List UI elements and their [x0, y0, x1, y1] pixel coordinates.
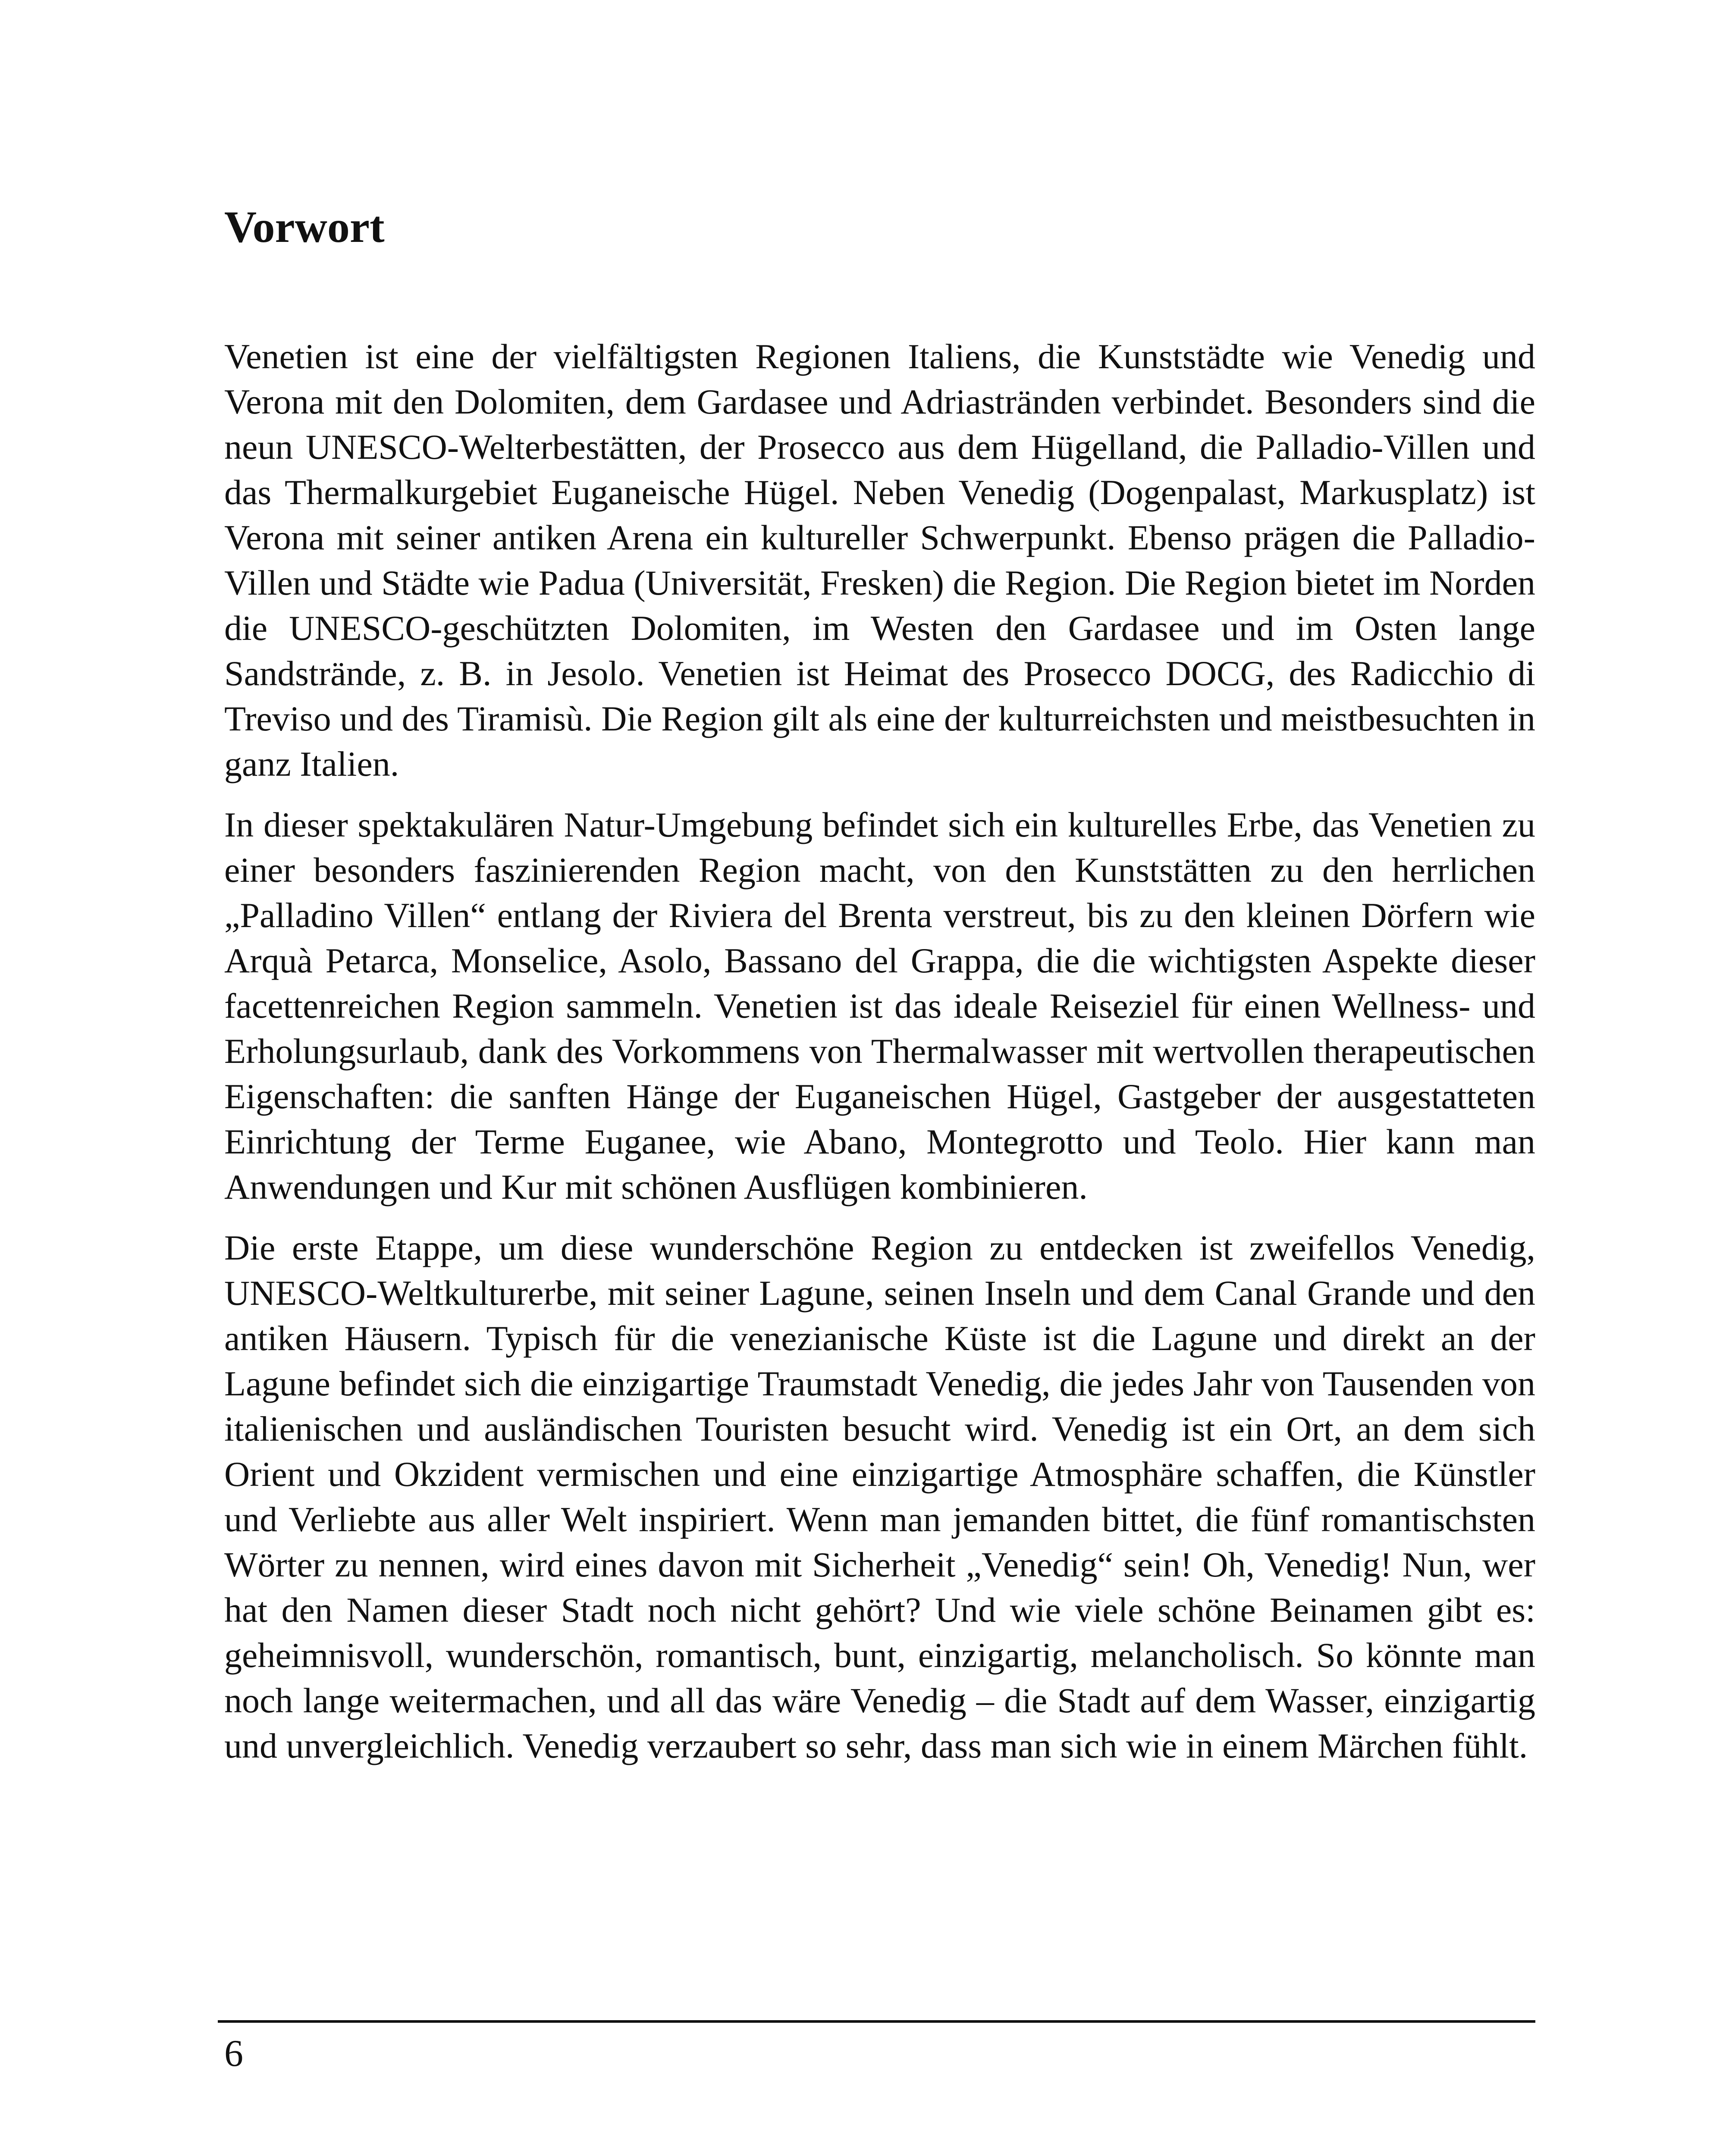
footer-rule: [218, 2020, 1535, 2023]
paragraph-2: In dieser spektakulären Natur-Umgebung befindet sich ein kulturelles Erbe, das Venetien zu einer besonders faszinierenden Region macht, von den Kunststätten zu den herrlichen „Palladino Villen“ entlang der Riviera del Brenta verstreut, bis zu den kleinen Dörfern wie Arquà Petarca, Monselice, Asolo, Bassano del Grappa, die die wichtigsten Aspekte dieser facettenreichen Region sammeln. Venetien ist das ideale Reiseziel für einen Wellness- und Erholungsurlaub, dank des Vorkommens von Thermalwasser mit wertvollen therapeutischen Eigenschaften: die sanften Hänge der Euganeischen Hügel, Gastgeber der ausgestatteten Einrichtung der Terme Euganee, wie Abano, Montegrotto und Teolo. Hier kann man Anwendungen und Kur mit schönen Ausflügen kombinieren.: [224, 805, 1535, 1207]
page-number: 6: [224, 2033, 243, 2075]
page-title: Vorwort: [224, 202, 385, 252]
paragraph-1: Venetien ist eine der vielfältigsten Regionen Italiens, die Kunststädte wie Venedig und Verona mit den Dolomiten, dem Gardasee und Adriastränden verbindet. Besonders sind die neun UNESCO-Welterbestätten, der Prosecco aus dem Hügelland, die Palladio-Villen und das Thermalkurgebiet Euganeische Hügel. Neben Venedig (Dogenpalast, Markusplatz) ist Verona mit seiner antiken Arena ein kultureller Schwerpunkt. Ebenso prägen die Palladio-Villen und Städte wie Padua (Universität, Fresken) die Region. Die Region bietet im Norden die UNESCO-geschützten Dolomiten, im Westen den Gardasee und im Osten lange Sandstrände, z. B. in Jesolo. Venetien ist Heimat des Prosecco DOCG, des Radicchio di Treviso und des Tiramisù. Die Region gilt als eine der kulturreichsten und meistbesuchten in ganz Italien.: [224, 337, 1535, 784]
page-content: [224, 203, 1535, 1784]
paragraph-3: Die erste Etappe, um diese wunderschöne Region zu entdecken ist zweifellos Venedig, UNESCO-Weltkulturerbe, mit seiner Lagune, seinen Inseln und dem Canal Grande und den antiken Häusern. Typisch für die venezianische Küste ist die Lagune und direkt an der Lagune befindet sich die einzigartige Traumstadt Venedig, die jedes Jahr von Tausenden von italienischen und ausländischen Touristen besucht wird. Venedig ist ein Ort, an dem sich Orient und Okzident vermischen und eine einzigartige Atmosphäre schaffen, die Künstler und Verliebte aus aller Welt inspiriert. Wenn man jemanden bittet, die fünf romantischsten Wörter zu nennen, wird eines davon mit Sicherheit „Venedig“ sein! Oh, Venedig! Nun, wer hat den Namen dieser Stadt noch nicht gehört? Und wie viele schöne Beinamen gibt es: geheimnisvoll, wunderschön, romantisch, bunt, einzigartig, melancholisch. So könnte man noch lange weitermachen, und all das wäre Venedig – die Stadt auf dem Wasser, einzigartig und unvergleichlich. Venedig verzaubert so sehr, dass man sich wie in einem Märchen fühlt.: [224, 1228, 1535, 1766]
